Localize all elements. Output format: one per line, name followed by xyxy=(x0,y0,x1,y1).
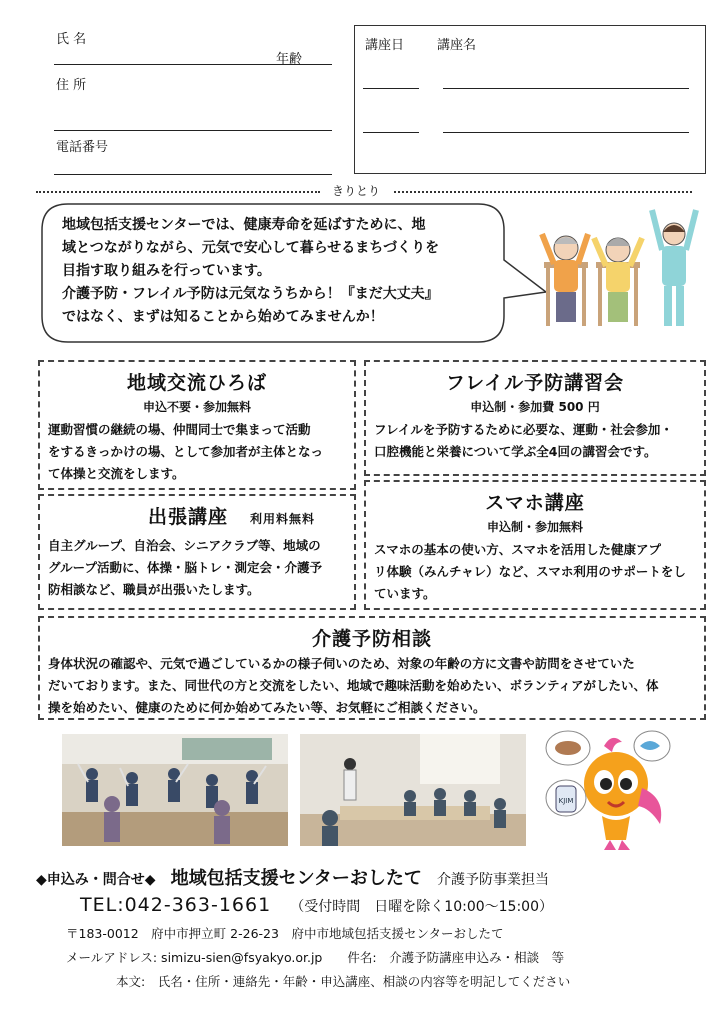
speech-line: 目指す取り組みを行っています。 xyxy=(62,263,271,279)
speech-line: 地域包括支援センターでは、健康寿命を延ばすために、地 xyxy=(62,217,426,233)
date-label: 講座日 xyxy=(365,38,405,53)
box-line: 自主グループ、自治会、シニアクラブ等、地域の xyxy=(48,538,321,553)
box-chiiki-hiroba xyxy=(38,360,356,490)
address-label: 住 所 xyxy=(56,78,87,93)
speech-line: ではなく、まずは知ることから始めてみませんか！ xyxy=(62,309,384,325)
cut-label: きりとり xyxy=(332,184,381,198)
cut-dots-left xyxy=(36,191,320,193)
box-smartphone-koza xyxy=(364,480,706,610)
box-title xyxy=(48,502,346,529)
exercise-class-photo xyxy=(62,734,288,846)
speech-text xyxy=(62,214,492,329)
course-field-line-1[interactable] xyxy=(443,88,689,89)
box-line: ています。 xyxy=(374,586,436,601)
box-line: 口腔機能と栄養について学ぶ全4回の講習会です。 xyxy=(374,444,657,459)
cut-dots-right xyxy=(394,191,692,193)
course-field-line-2[interactable] xyxy=(443,132,689,133)
date-field-line-1[interactable] xyxy=(363,88,419,89)
box-line: 身体状況の確認や、元気で過ごしているかの様子伺いのため、対象の年齢の方に文書や訪問をさせていた xyxy=(48,656,635,671)
lecture-class-photo xyxy=(300,734,526,846)
box-title: フレイル予防講習会 xyxy=(445,372,625,394)
course-label: 講座名 xyxy=(437,38,477,53)
email-line[interactable]: メールアドレス: simizu-sien@fsyakyo.or.jp 件名: 介護予防講座申込み・相談 等 xyxy=(66,950,565,965)
bottle-label: KJIM xyxy=(558,797,574,805)
phone-number[interactable]: TEL:042-363-1661 xyxy=(80,894,272,916)
box-title-text: 出張講座 xyxy=(148,506,229,528)
box-line: をするきっかけの場、として参加者が主体となっ xyxy=(48,444,324,459)
date-field-line-2[interactable] xyxy=(363,132,419,133)
box-kaigo-yobo-soudan xyxy=(38,616,706,720)
box-subtitle: 申込不要・参加無料 xyxy=(142,400,251,414)
box-subtitle: 利用料無料 xyxy=(250,512,316,526)
box-title: 地域交流ひろば xyxy=(126,372,267,394)
box-line: だいております。また、同世代の方と交流をしたい、地域で趣味活動を始めたい、ボランティアがしたい、体 xyxy=(48,678,659,693)
mascot-illustration xyxy=(542,728,672,852)
contact-heading: ◆申込み・問合せ◆ xyxy=(36,872,156,888)
box-shutcho-koza xyxy=(38,494,356,610)
box-line: グループ活動に、体操・脳トレ・測定会・介護予 xyxy=(48,560,323,575)
speech-line: 介護予防・フレイル予防は元気なうちから！『まだ大丈夫』 xyxy=(62,286,439,302)
speech-line: 域とつながりながら、元気で安心して暮らせるまちづくりを xyxy=(62,240,440,256)
box-line: て体操と交流をします。 xyxy=(48,466,185,481)
phone-field-line[interactable] xyxy=(54,174,332,175)
box-line: 防相談など、職員が出張いたします。 xyxy=(48,582,260,597)
box-line: フレイルを予防するために必要な、運動・社会参加・ xyxy=(374,422,673,437)
email-body-instructions: 本文: 氏名・住所・連絡先・年齢・申込講座、相談の内容等を明記してください xyxy=(116,974,571,989)
box-subtitle: 申込制・参加費 500 円 xyxy=(470,400,600,414)
exercising-seniors-illustration xyxy=(536,204,704,334)
name-label: 氏 名 xyxy=(56,32,87,47)
phone-label: 電話番号 xyxy=(56,140,109,155)
department-name: 介護予防事業担当 xyxy=(437,872,550,888)
address-field-line[interactable] xyxy=(54,130,332,131)
box-frail-yobo xyxy=(364,360,706,476)
course-box xyxy=(354,25,706,174)
age-label: 年齢 xyxy=(276,52,303,67)
box-title: 介護予防相談 xyxy=(311,628,432,650)
box-line: スマホの基本の使い方、スマホを活用した健康アプ xyxy=(374,542,662,557)
reception-hours: （受付時間 日曜を除く10:00～15:00） xyxy=(290,899,553,915)
box-line: 運動習慣の継続の場、仲間同士で集まって活動 xyxy=(48,422,311,437)
box-line: 操を始めたい、健康のために何か始めてみたい等、お気軽にご相談ください。 xyxy=(48,700,486,715)
postal-address: 〒183-0012 府中市押立町 2-26-23 府中市地域包括支援センターおしたて xyxy=(66,926,504,941)
name-field-line[interactable] xyxy=(54,64,332,65)
box-line: リ体験（みんチャレ）など、スマホ利用のサポートをし xyxy=(374,564,686,579)
phone-row xyxy=(80,894,553,916)
organization-name: 地域包括支援センターおしたて xyxy=(170,868,422,889)
box-title: スマホ講座 xyxy=(485,492,585,514)
box-subtitle: 申込制・参加無料 xyxy=(486,520,583,534)
contact-header xyxy=(36,864,549,890)
